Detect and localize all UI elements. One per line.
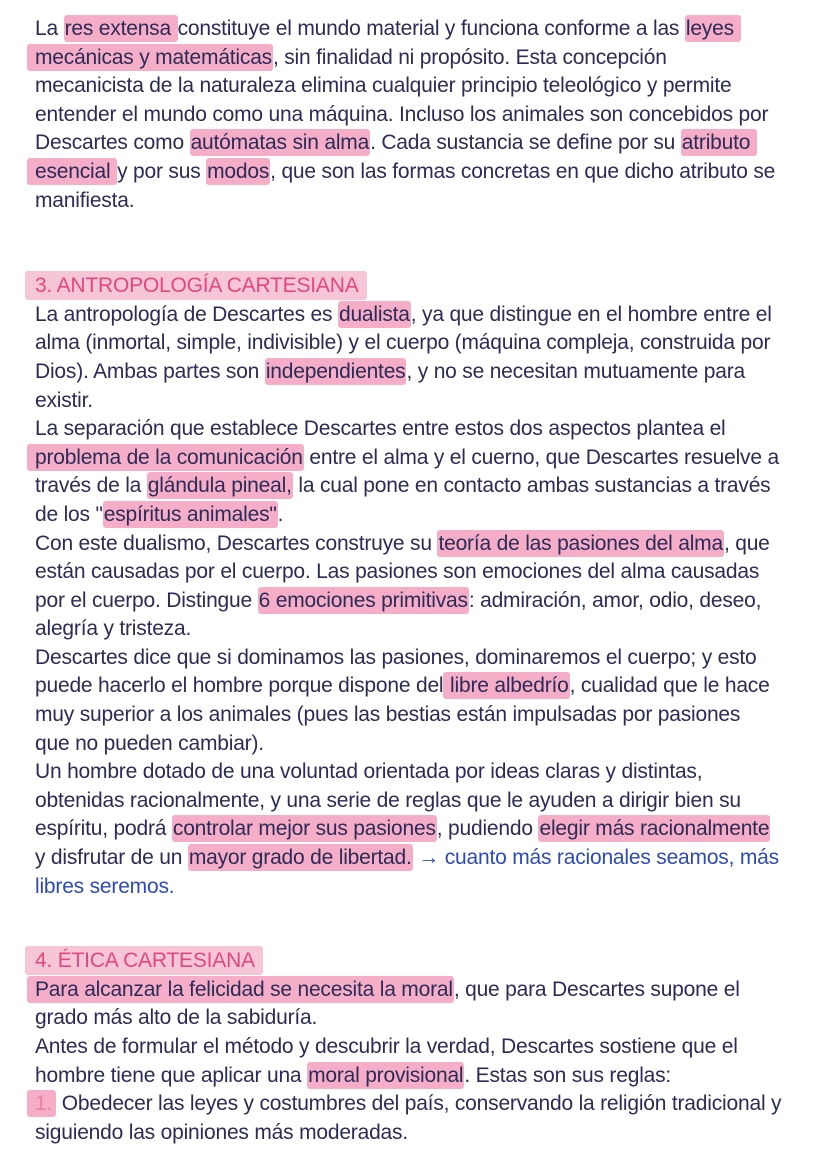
text-run: alegría y tristeza. <box>35 617 192 641</box>
text-line <box>35 530 800 559</box>
document-content <box>35 15 800 1147</box>
heading-text: 4. ÉTICA CARTESIANA <box>25 946 263 975</box>
text-line <box>35 387 800 416</box>
text-run: y por sus <box>117 159 207 183</box>
text-line <box>35 101 800 130</box>
text-run: : admiración, amor, odio, deseo, <box>468 588 762 612</box>
text-run: Dios). Ambas partes son <box>35 359 265 383</box>
text-run: . <box>277 502 284 526</box>
text-run: , que son las formas concretas en que dicho atributo se <box>270 159 776 183</box>
text-run: obtenidas racionalmente, y una serie de reglas que le ayuden a dirigir bien su <box>35 788 741 812</box>
text-run: hombre tiene que aplicar una <box>35 1063 308 1087</box>
text-line <box>35 615 800 644</box>
text-run: Descartes dice que si dominamos las pasiones, dominaremos el cuerpo; y esto <box>35 645 757 669</box>
text-line <box>35 44 800 73</box>
highlighted-text: teoría de las pasiones del alma <box>438 531 723 555</box>
text-run: La antropología de Descartes es <box>35 302 338 326</box>
text-line <box>35 787 800 816</box>
highlighted-text: autómatas sin alma <box>190 131 370 155</box>
annotation-text: libres seremos. <box>35 874 175 898</box>
text-run: grado más alto de la sabiduría. <box>35 1006 318 1030</box>
text-run: través de la <box>35 474 147 498</box>
highlighted-text: atributo <box>681 131 756 155</box>
text-run: La separación que establece Descartes entre estos dos aspectos plantea el <box>35 417 726 441</box>
text-run: siguiendo las opiniones más moderadas. <box>35 1120 408 1144</box>
highlighted-text: problema de la comunicación <box>27 444 304 471</box>
text-line <box>35 472 800 501</box>
text-line <box>35 844 800 873</box>
text-line <box>35 873 800 902</box>
section-heading <box>35 272 800 301</box>
highlighted-text: Para alcanzar la felicidad se necesita la moral <box>27 976 454 1003</box>
text-run: entender el mundo como una máquina. Incluso los animales son concebidos por <box>35 102 769 126</box>
highlighted-text: mayor grado de libertad. <box>188 846 412 870</box>
text-run: alma (inmortal, simple, indivisible) y el cuerpo (máquina compleja, construida por <box>35 331 771 355</box>
text-line <box>35 672 800 701</box>
text-run: que no pueden cambiar). <box>35 731 264 755</box>
text-line <box>35 587 800 616</box>
text-run: , cualidad que le hace <box>569 674 770 698</box>
text-run: , ya que distingue en el hombre entre el <box>410 302 772 326</box>
text-line <box>35 358 800 387</box>
text-line <box>35 444 800 473</box>
text-line <box>35 158 800 187</box>
annotation-text: → cuanto más racionales seamos, más <box>418 846 779 870</box>
text-run: , y no se necesitan mutuamente para <box>406 359 746 383</box>
text-line <box>35 758 800 787</box>
highlighted-text: res extensa <box>64 17 177 40</box>
text-run: y disfrutar de un <box>35 846 188 870</box>
text-run: por el cuerpo. Distingue <box>35 588 258 612</box>
text-run: . Cada sustancia se define por su <box>370 131 681 155</box>
text-line <box>35 1090 800 1119</box>
text-run: puede hacerlo el hombre porque dispone del <box>35 674 444 698</box>
list-number: 1. <box>27 1090 56 1117</box>
text-line <box>35 301 800 330</box>
text-line <box>35 415 800 444</box>
text-run: Descartes como <box>35 131 190 155</box>
text-run: están causadas por el cuerpo. Las pasiones son emociones del alma causadas <box>35 560 760 584</box>
text-run: espíritu, podrá <box>35 817 172 841</box>
section-gap <box>35 901 800 947</box>
highlighted-text: moral provisional <box>308 1063 464 1087</box>
text-run: muy superior a los animales (pues las bestias están impulsadas por pasiones <box>35 703 741 727</box>
text-line <box>35 272 800 301</box>
highlighted-text: 6 emociones primitivas <box>258 588 468 612</box>
paragraph <box>35 15 800 215</box>
text-run: . Estas son sus reglas: <box>464 1063 672 1087</box>
highlighted-text: esencial <box>27 158 117 185</box>
text-run: existir. <box>35 388 93 412</box>
text-run: mecanicista de la naturaleza elimina cualquier principio teleológico y permite <box>35 74 732 98</box>
highlighted-text: independientes <box>265 359 406 383</box>
text-run: Con este dualismo, Descartes construye su <box>35 531 438 555</box>
text-line <box>35 501 800 530</box>
section-heading <box>35 947 800 976</box>
highlighted-text: modos <box>207 159 270 183</box>
text-line <box>35 644 800 673</box>
text-line <box>35 1033 800 1062</box>
highlighted-text: libre albedrío <box>444 674 569 698</box>
highlighted-text: leyes <box>685 17 740 40</box>
text-run: Un hombre dotado de una voluntad orientada por ideas claras y distintas, <box>35 760 703 784</box>
text-line <box>35 15 800 44</box>
text-line <box>35 72 800 101</box>
highlighted-text: espíritus animales" <box>103 502 277 526</box>
highlighted-text: controlar mejor sus pasiones <box>172 817 436 841</box>
paragraph <box>35 976 800 1148</box>
text-line <box>35 947 800 976</box>
text-line <box>35 558 800 587</box>
text-line <box>35 187 800 216</box>
text-run: la cual pone en contacto ambas sustancias a través <box>292 474 771 498</box>
text-run: Antes de formular el método y descubrir la verdad, Descartes sostiene que el <box>35 1035 738 1058</box>
text-line <box>35 730 800 759</box>
text-line <box>35 1062 800 1091</box>
text-line <box>35 701 800 730</box>
text-line <box>35 815 800 844</box>
text-run: de los " <box>35 502 103 526</box>
paragraph <box>35 301 800 901</box>
heading-text: 3. ANTROPOLOGÍA CARTESIANA <box>25 271 367 300</box>
text-line <box>35 129 800 158</box>
text-line <box>35 1004 800 1033</box>
text-line <box>35 329 800 358</box>
highlighted-text: mecánicas y matemáticas <box>27 44 273 71</box>
text-run: , que <box>723 531 770 555</box>
highlighted-text: elegir más racionalmente <box>539 817 770 841</box>
highlighted-text: dualista <box>338 302 410 326</box>
text-run: , sin finalidad ni propósito. Esta concepción <box>272 45 667 69</box>
highlighted-text: glándula pineal, <box>147 474 292 498</box>
section-gap <box>35 215 800 272</box>
text-run: constituye el mundo material y funciona conforme a las <box>177 17 685 40</box>
text-line <box>35 976 800 1005</box>
text-run: , pudiendo <box>436 817 539 841</box>
text-run: Obedecer las leyes y costumbres del país, conservando la religión tradicional y <box>56 1092 782 1116</box>
text-run: manifiesta. <box>35 188 135 212</box>
text-line <box>35 1119 800 1148</box>
text-run: , que para Descartes supone el <box>453 977 740 1001</box>
text-run: La <box>35 17 64 40</box>
text-run: entre el alma y el cuerno, que Descartes resuelve a <box>303 445 779 469</box>
